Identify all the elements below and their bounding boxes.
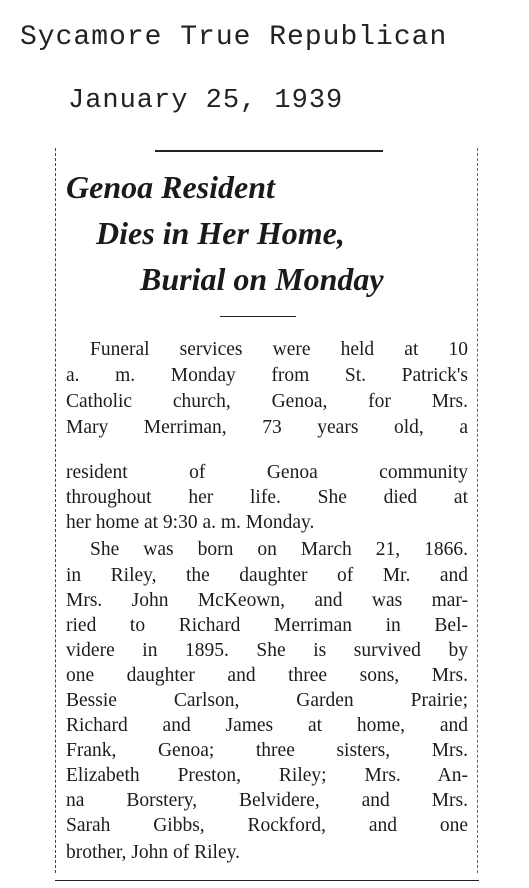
article-line: Mary Merriman, 73 years old, a: [66, 417, 468, 438]
article-line: Bessie Carlson, Garden Prairie;: [66, 690, 468, 711]
article-line: brother, John of Riley.: [66, 842, 240, 863]
source-caption: Sycamore True Republican: [20, 22, 448, 53]
article-line: Elizabeth Preston, Riley; Mrs. An-: [66, 765, 468, 786]
article-line: She was born on March 21, 1866.: [90, 539, 468, 560]
headline-line-1: Genoa Resident: [66, 169, 275, 205]
article-line: Mrs. John McKeown, and was mar-: [66, 590, 468, 611]
date-caption: January 25, 1939: [68, 86, 344, 116]
article-line: Funeral services were held at 10: [90, 339, 468, 360]
headline-divider: [220, 316, 296, 317]
headline-line-3: Burial on Monday: [140, 261, 384, 297]
top-rule: [155, 150, 383, 152]
column-right-border: [477, 148, 480, 873]
article-line: resident of Genoa community: [66, 462, 468, 483]
column-left-border: [55, 148, 58, 873]
article-line: throughout her life. She died at: [66, 487, 468, 508]
article-line: videre in 1895. She is survived by: [66, 640, 468, 661]
article-line: her home at 9:30 a. m. Monday.: [66, 512, 315, 533]
article-line: na Borstery, Belvidere, and Mrs.: [66, 790, 468, 811]
article-line: ried to Richard Merriman in Bel-: [66, 615, 468, 636]
article-line: Frank, Genoa; three sisters, Mrs.: [66, 740, 468, 761]
article-line: Sarah Gibbs, Rockford, and one: [66, 815, 468, 836]
article-line: one daughter and three sons, Mrs.: [66, 665, 468, 686]
article-line: Catholic church, Genoa, for Mrs.: [66, 391, 468, 412]
headline-line-2: Dies in Her Home,: [96, 215, 345, 251]
article-line: in Riley, the daughter of Mr. and: [66, 565, 468, 586]
bottom-rule: [55, 880, 479, 881]
article-line: a. m. Monday from St. Patrick's: [66, 365, 468, 386]
article-line: Richard and James at home, and: [66, 715, 468, 736]
